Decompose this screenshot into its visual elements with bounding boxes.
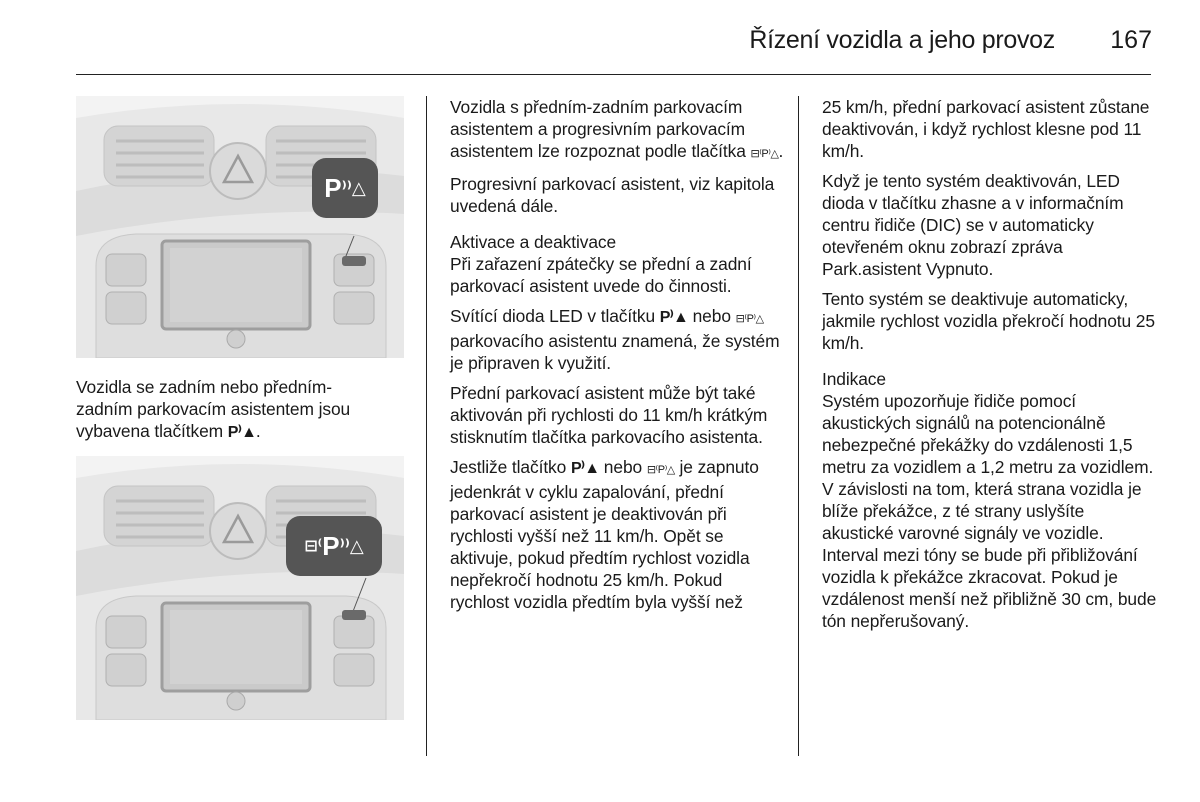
heading-indication: Indikace <box>822 369 886 389</box>
paragraph-acoustic-signals: Systém upozorňuje řidiče pomocí akustických signálů na potencionálně nebezpečné překážky do vzdálenosti 1,5 metru za vozidlem a 1,2 metru za vozidlem. V závislosti na tom, která strana vozidla je blíže překážce, z té strany uslyšíte akustické varovné signály ve vozidle. Interval mezi tóny se bude při přibližování vozidla k překážce zkracovat. Pokud je vzdálenost menší než přibližně 30 cm, bude tón nepřerušovaný. <box>822 391 1157 631</box>
dashboard-illustration <box>76 456 404 720</box>
page-header-title: Řízení vozidla a jeho provoz <box>749 26 1055 54</box>
paragraph-progressive-reference: Progresivní parkovací asistent, viz kapitola uvedená dále. <box>450 174 775 216</box>
header-divider <box>76 74 1151 75</box>
figure-front-rear-park-assist-button <box>76 456 404 720</box>
column-divider-1 <box>426 96 427 756</box>
paragraph-reverse-gear: Při zařazení zpátečky se přední a zadní parkovací asistent uvede do činnosti. <box>450 254 752 296</box>
paragraph-front-activation: Přední parkovací asistent může být také aktivován při rychlosti do 11 km/h krátkým stisknutím tlačítka parkovacího asistenta. <box>450 383 768 447</box>
park-assist-icon: P <box>324 172 342 203</box>
paragraph-led-indicator: Svítící dioda LED v tlačítku P⁾▲ nebo ⊟⁽P⁾△ parkovacího asistentu znamená, že systém je připraven k využití. <box>450 306 780 373</box>
column-1 <box>76 376 406 452</box>
heading-activation: Aktivace a deaktivace <box>450 232 617 252</box>
paragraph-deactivation-speed: Jestliže tlačítko P⁾▲ nebo ⊟⁽P⁾△ je zapnuto jedenkrát v cyklu zapalování, přední parkovací asistent je deaktivován při rychlosti vyšší než 11 km/h. Opět se aktivuje, pokud předtím rychlost vozidla nepřekročí hodnotu 25 km/h. Pokud rychlost vozidla předtím byla vyšší než <box>450 457 759 612</box>
paragraph-speed-continuation: 25 km/h, přední parkovací asistent zůstane deaktivován, i když rychlost klesne pod 11 km/h. <box>822 97 1150 161</box>
column-3 <box>822 96 1157 640</box>
dashboard-illustration <box>76 96 404 358</box>
park-assist-button-callout: P ⁾⁾△ <box>312 158 378 218</box>
front-park-assist-icon: P <box>761 148 769 160</box>
front-park-assist-icon: P <box>746 313 754 325</box>
column-2 <box>450 96 785 621</box>
park-assist-icon: P <box>322 530 340 561</box>
front-rear-park-assist-button-callout: ⊟⁽ P ⁾⁾△ <box>286 516 382 576</box>
figure-rear-park-assist-button <box>76 96 404 358</box>
paragraph-rear-assist-intro: Vozidla se zadním nebo předním- zadním parkovacím asistentem jsou vybavena tlačítkem P⁾▲. <box>76 377 351 441</box>
park-assist-icon: P <box>570 460 581 477</box>
paragraph-dic-message: Když je tento systém deaktivován, LED dioda v tlačítku zhasne a v informačním centru řidiče (DIC) se v automaticky otevřeném oknu zobrazí zpráva Park.asistent Vypnuto. <box>822 171 1124 279</box>
paragraph-progressive-intro: Vozidla s předním-zadním parkovacím asistentem a progresivním parkovacím asistentem lze rozpoznat podle tlačítka ⊟⁽P⁾△. <box>450 97 784 161</box>
front-park-assist-icon: P <box>657 464 665 476</box>
park-assist-icon: P <box>227 424 238 441</box>
park-assist-icon: P <box>659 309 670 326</box>
page-number: 167 <box>1110 26 1152 54</box>
dic-message-text: Park.asistent Vypnuto <box>822 259 989 279</box>
paragraph-auto-deactivation: Tento systém se deaktivuje automaticky, jakmile rychlost vozidla překročí hodnotu 25 km/h. <box>822 289 1155 353</box>
column-divider-2 <box>798 96 799 756</box>
